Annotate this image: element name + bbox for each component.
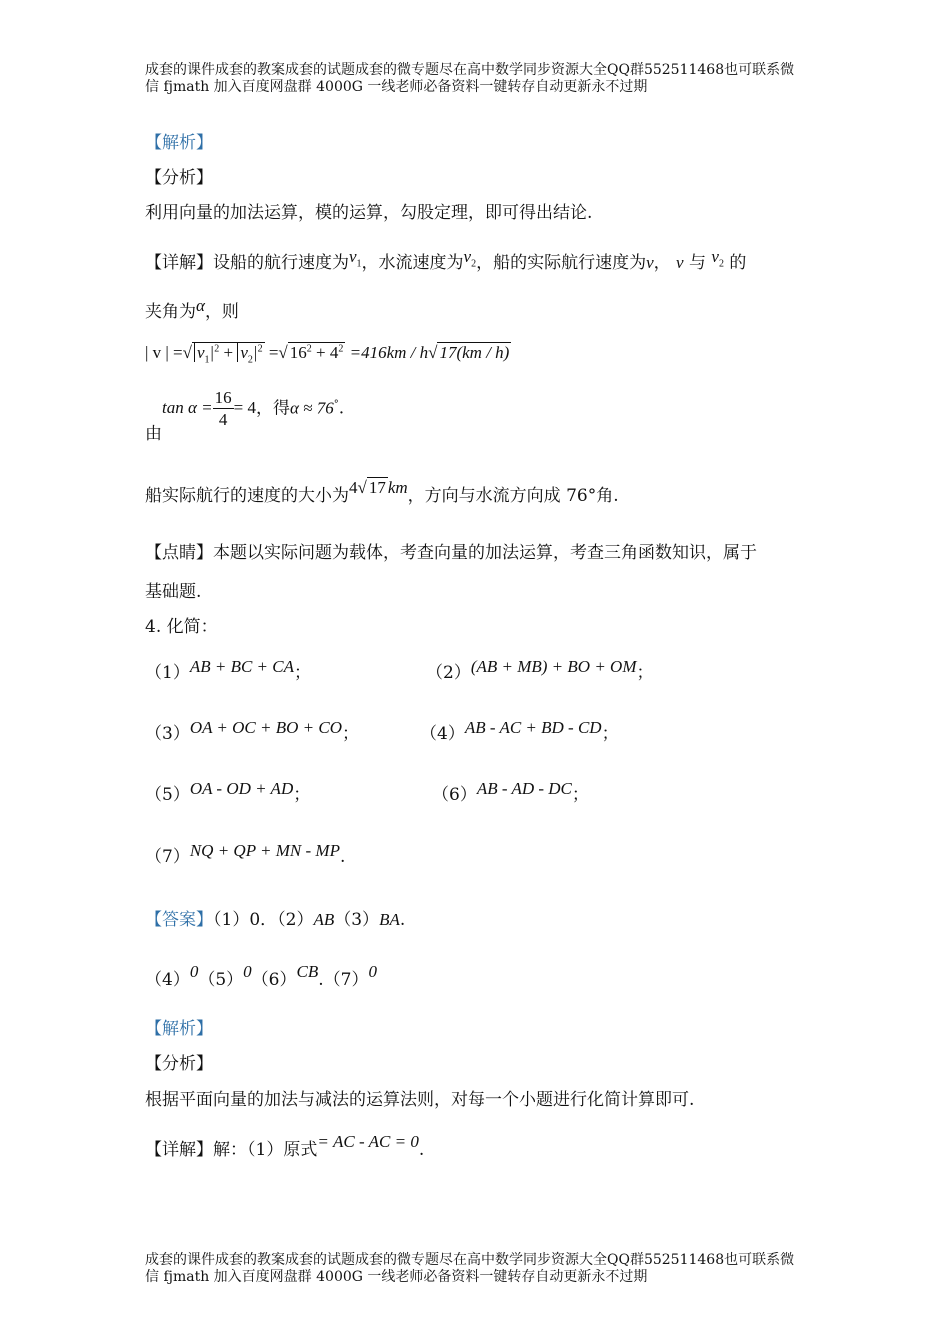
tan-line: 由tan α = $\frac{16}{4}$ = 4，得α ≈ 76°. xyxy=(145,388,345,445)
q4-xiangjie-label: 【详解】 xyxy=(145,1140,213,1160)
q4-expr-5: OA - OD + AD xyxy=(189,779,294,798)
q4-expr-7: NQ + QP + MN - MP xyxy=(189,841,340,860)
speed-text: 船实际航行的速度的大小为 xyxy=(145,486,349,506)
abs-v2: $v_2|$ xyxy=(237,343,257,362)
modulus-formula: | v | =√ $v_1|^2 + v_2|^2$ =√ $16^2 + 4^2 =416km / h√$ 17(km / h) xyxy=(145,343,510,366)
ze-text: ，则 xyxy=(204,302,239,322)
header-line-1: 成套的课件成套的教案成套的试题成套的微专题尽在高中数学同步资源大全QQ群552511468也可联系微 xyxy=(145,62,795,78)
q4-fenxi-label: 【分析】 xyxy=(145,1054,213,1074)
dianjing-line-2: 基础题. xyxy=(145,582,202,602)
q4-expr-4: AB - AC + BD - CD xyxy=(464,718,602,737)
answer-6: CB xyxy=(296,962,319,981)
answer-label: 【答案】 xyxy=(145,910,213,930)
you-text: 由 xyxy=(145,424,162,445)
xiangjie-text-1: 设船的航行速度为 xyxy=(213,253,349,273)
q4-xiangjie-line: 【详解】解：（1）原式= AC - AC = 0. xyxy=(145,1132,425,1160)
jiajiao-text: 夹角为 xyxy=(145,302,196,322)
xiangjie-label: 【详解】 xyxy=(145,253,213,273)
answer-ba: BA xyxy=(379,910,400,929)
q4-expr-6: AB - AD - DC xyxy=(476,779,572,798)
q4-xiangjie-expr: = AC - AC = 0 xyxy=(317,1132,419,1151)
speed-tail: ，方向与水流方向成 76°角. xyxy=(407,486,619,506)
footer-line-2: 信 fjmath 加入百度网盘群 4000G 一线老师必备资料一键转存自动更新永不过期 xyxy=(145,1269,648,1285)
answer-7: 0 xyxy=(368,962,377,981)
approx-expr: α ≈ 76 xyxy=(289,398,334,418)
q4-item-7: （7）NQ + QP + MN - MP. xyxy=(145,841,346,867)
angle-line xyxy=(145,296,239,322)
v2-symbol-2: $v_2$ xyxy=(711,247,724,270)
dianjing-label: 【点睛】 xyxy=(145,543,213,563)
speed-expr: 4√ 17 km xyxy=(349,478,408,497)
tan-expr: tan α = $\frac{16}{4}$ = 4 xyxy=(162,388,256,429)
answer-line-1: 【答案】（1）0．（2）AB（3）BA. xyxy=(145,910,406,930)
q4-item-2: （2）(AB + MB) + BO + OM； xyxy=(426,657,654,683)
speed-line xyxy=(145,478,619,506)
q4-jiexi-label: 【解析】 xyxy=(145,1019,213,1039)
q4-item-5: （5）OA - OD + AD； xyxy=(145,779,311,805)
answer-ab: AB xyxy=(313,910,335,929)
xiangjie-text-5: 与 xyxy=(689,253,706,273)
q4-expr-3: OA + OC + BO + CO xyxy=(189,718,342,737)
mod-left: | v | = xyxy=(145,343,183,362)
q4-item-1: （1）AB + BC + CA； xyxy=(145,657,311,683)
fenxi-label: 【分析】 xyxy=(145,168,213,188)
answer-5: 0 xyxy=(243,962,252,981)
xiangjie-line xyxy=(145,247,746,273)
tan-fraction: $\frac{16}{4}$ xyxy=(214,388,232,429)
xiangjie-text-4: ， xyxy=(653,253,671,273)
fenxi-text: 利用向量的加法运算，模的运算，勾股定理，即可得出结论. xyxy=(145,203,593,223)
dianjing-line-1 xyxy=(145,538,757,563)
footer-line-1: 成套的课件成套的教案成套的试题成套的微专题尽在高中数学同步资源大全QQ群552511468也可联系微 xyxy=(145,1252,795,1268)
mod-result-2: 17(km / h) xyxy=(439,343,510,362)
v-symbol-2: v xyxy=(676,253,684,272)
q4-item-4: （4）AB - AC + BD - CD； xyxy=(420,718,619,744)
v-symbol: v xyxy=(646,253,654,272)
dianjing-text-1: 本题以实际问题为载体，考查向量的加法运算，考查三角函数知识，属于 xyxy=(213,543,757,563)
q4-title: 4. 化简： xyxy=(145,617,218,637)
q4-expr-2: (AB + MB) + BO + OM xyxy=(470,657,637,676)
q4-item-3: （3）OA + OC + BO + CO； xyxy=(145,718,359,744)
q4-item-6: （6）AB - AD - DC； xyxy=(432,779,589,805)
answer-4: 0 xyxy=(189,962,199,981)
xiangjie-text-6: 的 xyxy=(729,253,747,273)
get-text: ，得 xyxy=(255,398,290,419)
abs-v1: $v_1|$ xyxy=(194,343,214,362)
q4-expr-1: AB + BC + CA xyxy=(189,657,294,676)
v1-symbol: $v_1$ xyxy=(349,247,362,270)
answer-line-2: （4）0（5）0（6）CB.（7）0 xyxy=(145,962,377,990)
xiangjie-text-2: ，水流速度为 xyxy=(361,253,464,273)
xiangjie-text-3: ，船的实际航行速度为 xyxy=(476,253,647,273)
header-line-2: 信 fjmath 加入百度网盘群 4000G 一线老师必备资料一键转存自动更新永不过期 xyxy=(145,79,648,95)
mod-result: =416km / h xyxy=(349,343,429,362)
alpha-symbol: α xyxy=(196,296,205,315)
q4-fenxi-text: 根据平面向量的加法与减法的运算法则，对每一个小题进行化简计算即可. xyxy=(145,1090,695,1110)
v2-symbol: $v_2$ xyxy=(463,247,477,270)
jiexi-label: 【解析】 xyxy=(145,133,213,153)
